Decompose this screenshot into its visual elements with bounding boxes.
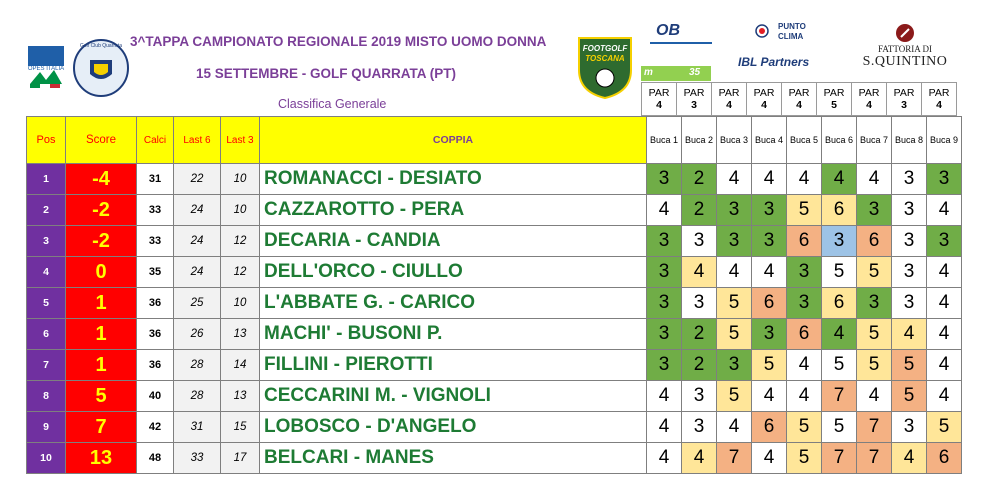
- coppia-cell: LOBOSCO - D'ANGELO: [260, 412, 647, 443]
- calci-cell: 31: [137, 164, 174, 195]
- last3-cell: 13: [221, 319, 260, 350]
- pos-cell: 4: [27, 257, 66, 288]
- last3-cell: 12: [221, 226, 260, 257]
- footgolf-line1: FOOTGOLF: [582, 44, 628, 53]
- calci-cell: 36: [137, 319, 174, 350]
- opes-text: OPES ITALIA: [27, 66, 65, 72]
- par-cell: [922, 83, 957, 116]
- hole-score-cell: 7: [857, 412, 892, 443]
- score-cell: 1: [66, 288, 137, 319]
- hole-score-cell: 4: [717, 257, 752, 288]
- hole-score-cell: 5: [892, 350, 927, 381]
- buca-header: Buca 1: [647, 117, 682, 164]
- score-cell: 1: [66, 350, 137, 381]
- hole-score-cell: 4: [892, 443, 927, 474]
- hole-score-cell: 5: [927, 412, 962, 443]
- table-row: [27, 412, 962, 443]
- table-row: [27, 257, 962, 288]
- hole-score-cell: 4: [647, 412, 682, 443]
- col-calci-header: Calci: [137, 117, 174, 164]
- score-cell: -4: [66, 164, 137, 195]
- fattoria-line2: S.QUINTINO: [862, 54, 948, 69]
- hole-score-cell: 7: [822, 443, 857, 474]
- hole-score-cell: 3: [822, 226, 857, 257]
- par-cell: [677, 83, 712, 116]
- hole-score-cell: 4: [647, 195, 682, 226]
- par-cell: [712, 83, 747, 116]
- coppia-cell: CECCARINI M. - VIGNOLI: [260, 381, 647, 412]
- coppia-cell: DECARIA - CANDIA: [260, 226, 647, 257]
- hole-score-cell: 4: [927, 288, 962, 319]
- title-line2: 15 SETTEMBRE - GOLF QUARRATA (PT): [196, 66, 456, 81]
- coppia-cell: MACHI' - BUSONI P.: [260, 319, 647, 350]
- hole-score-cell: 3: [717, 350, 752, 381]
- hole-score-cell: 3: [752, 319, 787, 350]
- par-value: 3: [901, 99, 907, 111]
- hole-score-cell: 6: [787, 319, 822, 350]
- calci-cell: 40: [137, 381, 174, 412]
- col-score-header: Score: [66, 117, 137, 164]
- par-cell: [887, 83, 922, 116]
- hole-score-cell: 2: [682, 164, 717, 195]
- hole-score-cell: 6: [752, 288, 787, 319]
- last6-cell: 24: [174, 195, 221, 226]
- pos-cell: 1: [27, 164, 66, 195]
- ibl-partners-logo: IBL Partners: [738, 55, 810, 69]
- hole-score-cell: 4: [927, 257, 962, 288]
- buca-header: Buca 8: [892, 117, 927, 164]
- fattoria-emblem-icon: [894, 22, 916, 44]
- score-cell: -2: [66, 226, 137, 257]
- hole-score-cell: 4: [857, 381, 892, 412]
- hole-score-cell: 4: [647, 381, 682, 412]
- par-label: PAR: [753, 87, 775, 99]
- hole-score-cell: 6: [857, 226, 892, 257]
- hole-score-cell: 4: [927, 350, 962, 381]
- hole-score-cell: 7: [857, 443, 892, 474]
- buca-header: Buca 2: [682, 117, 717, 164]
- hole-score-cell: 3: [892, 195, 927, 226]
- last3-cell: 14: [221, 350, 260, 381]
- hole-score-cell: 5: [717, 288, 752, 319]
- score-cell: 5: [66, 381, 137, 412]
- last6-cell: 26: [174, 319, 221, 350]
- fattoria-line1: FATTORIA DI: [878, 44, 932, 54]
- par-value: 5: [831, 99, 837, 111]
- hole-score-cell: 3: [717, 195, 752, 226]
- par-value: 4: [726, 99, 732, 111]
- table-row: [27, 195, 962, 226]
- par-label: PAR: [823, 87, 845, 99]
- hole-score-cell: 3: [682, 288, 717, 319]
- hole-score-cell: 4: [752, 381, 787, 412]
- last3-cell: 10: [221, 288, 260, 319]
- hole-score-cell: 2: [682, 350, 717, 381]
- distance-strip: [641, 66, 711, 81]
- hole-score-cell: 4: [787, 164, 822, 195]
- buca-header: Buca 3: [717, 117, 752, 164]
- punto-text: PUNTO: [778, 22, 806, 31]
- hole-score-cell: 3: [647, 226, 682, 257]
- hole-score-cell: 5: [857, 350, 892, 381]
- buca-header: Buca 4: [752, 117, 787, 164]
- calci-cell: 42: [137, 412, 174, 443]
- hole-score-cell: 3: [682, 226, 717, 257]
- hole-score-cell: 3: [857, 195, 892, 226]
- hole-score-cell: 5: [857, 257, 892, 288]
- table-row: [27, 350, 962, 381]
- par-header: [641, 82, 957, 116]
- pos-cell: 6: [27, 319, 66, 350]
- hole-score-cell: 4: [787, 381, 822, 412]
- hole-score-cell: 3: [857, 288, 892, 319]
- hole-score-cell: 3: [647, 164, 682, 195]
- buca-header: Buca 9: [927, 117, 962, 164]
- hole-score-cell: 4: [682, 443, 717, 474]
- buca-header: Buca 5: [787, 117, 822, 164]
- coppia-cell: BELCARI - MANES: [260, 443, 647, 474]
- table-row: [27, 164, 962, 195]
- hole-score-cell: 5: [857, 319, 892, 350]
- last3-cell: 10: [221, 164, 260, 195]
- hole-score-cell: 6: [752, 412, 787, 443]
- clima-text: CLIMA: [778, 32, 804, 41]
- score-cell: -2: [66, 195, 137, 226]
- par-value: 3: [691, 99, 697, 111]
- par-label: PAR: [718, 87, 740, 99]
- last3-cell: 12: [221, 257, 260, 288]
- golf-club-text: Golf Club Quarrata: [80, 43, 122, 49]
- pos-cell: 2: [27, 195, 66, 226]
- hole-score-cell: 3: [892, 257, 927, 288]
- par-cell: [782, 83, 817, 116]
- pos-cell: 10: [27, 443, 66, 474]
- par-value: 4: [796, 99, 802, 111]
- distance-value: 35: [689, 67, 701, 78]
- hole-score-cell: 3: [927, 226, 962, 257]
- last3-cell: 13: [221, 381, 260, 412]
- hole-score-cell: 3: [787, 288, 822, 319]
- par-label: PAR: [683, 87, 705, 99]
- hole-score-cell: 3: [892, 412, 927, 443]
- fattoria-logo: [850, 22, 960, 78]
- hole-score-cell: 3: [752, 195, 787, 226]
- last3-cell: 17: [221, 443, 260, 474]
- score-cell: 0: [66, 257, 137, 288]
- hole-score-cell: 6: [787, 226, 822, 257]
- hole-score-cell: 5: [717, 319, 752, 350]
- table-row: [27, 381, 962, 412]
- hole-score-cell: 4: [927, 381, 962, 412]
- hole-score-cell: 4: [682, 257, 717, 288]
- hole-score-cell: 3: [682, 381, 717, 412]
- hole-score-cell: 4: [787, 350, 822, 381]
- hole-score-cell: 4: [822, 164, 857, 195]
- par-cell: [817, 83, 852, 116]
- buca-header: Buca 7: [857, 117, 892, 164]
- last3-cell: 15: [221, 412, 260, 443]
- hole-score-cell: 5: [717, 381, 752, 412]
- hole-score-cell: 7: [717, 443, 752, 474]
- score-cell: 13: [66, 443, 137, 474]
- last6-cell: 28: [174, 350, 221, 381]
- last6-cell: 28: [174, 381, 221, 412]
- header-row: [27, 117, 962, 164]
- par-value: 4: [866, 99, 872, 111]
- par-value: 4: [656, 99, 662, 111]
- last6-cell: 31: [174, 412, 221, 443]
- hole-score-cell: 3: [752, 226, 787, 257]
- pos-cell: 8: [27, 381, 66, 412]
- hole-score-cell: 5: [892, 381, 927, 412]
- hole-score-cell: 5: [822, 350, 857, 381]
- hole-score-cell: 6: [822, 195, 857, 226]
- calci-cell: 36: [137, 350, 174, 381]
- hole-score-cell: 4: [822, 319, 857, 350]
- hole-score-cell: 2: [682, 195, 717, 226]
- footgolf-line2: TOSCANA: [585, 54, 625, 63]
- par-cell: [852, 83, 887, 116]
- coppia-cell: ROMANACCI - DESIATO: [260, 164, 647, 195]
- hole-score-cell: 5: [752, 350, 787, 381]
- coppia-cell: L'ABBATE G. - CARICO: [260, 288, 647, 319]
- leaderboard-table: [26, 116, 962, 474]
- hole-score-cell: 7: [822, 381, 857, 412]
- last3-cell: 10: [221, 195, 260, 226]
- hole-score-cell: 3: [892, 288, 927, 319]
- calci-cell: 33: [137, 226, 174, 257]
- last6-cell: 22: [174, 164, 221, 195]
- hole-score-cell: 4: [647, 443, 682, 474]
- table-row: [27, 226, 962, 257]
- hole-score-cell: 6: [822, 288, 857, 319]
- pos-cell: 3: [27, 226, 66, 257]
- par-label: PAR: [928, 87, 950, 99]
- par-label: PAR: [858, 87, 880, 99]
- par-value: 4: [761, 99, 767, 111]
- hole-score-cell: 5: [787, 412, 822, 443]
- hole-score-cell: 3: [647, 319, 682, 350]
- table-row: [27, 443, 962, 474]
- last6-cell: 33: [174, 443, 221, 474]
- hole-score-cell: 4: [717, 164, 752, 195]
- hole-score-cell: 3: [892, 226, 927, 257]
- par-cell: [642, 83, 677, 116]
- col-last6-header: Last 6: [174, 117, 221, 164]
- hole-score-cell: 4: [927, 195, 962, 226]
- calci-cell: 35: [137, 257, 174, 288]
- hole-score-cell: 5: [822, 412, 857, 443]
- calci-cell: 48: [137, 443, 174, 474]
- par-label: PAR: [648, 87, 670, 99]
- col-last3-header: Last 3: [221, 117, 260, 164]
- pos-cell: 9: [27, 412, 66, 443]
- hole-score-cell: 5: [787, 195, 822, 226]
- par-label: PAR: [893, 87, 915, 99]
- hole-score-cell: 3: [647, 350, 682, 381]
- par-cell: [747, 83, 782, 116]
- score-cell: 7: [66, 412, 137, 443]
- calci-cell: 36: [137, 288, 174, 319]
- hole-score-cell: 3: [682, 412, 717, 443]
- score-cell: 1: [66, 319, 137, 350]
- hole-score-cell: 6: [927, 443, 962, 474]
- footgolf-toscana-logo: [575, 34, 635, 100]
- opes-logo: [26, 44, 66, 92]
- hole-score-cell: 3: [647, 257, 682, 288]
- par-value: 4: [936, 99, 942, 111]
- buca-header: Buca 6: [822, 117, 857, 164]
- col-pos-header: Pos: [27, 117, 66, 164]
- hole-score-cell: 4: [857, 164, 892, 195]
- hole-score-cell: 4: [752, 257, 787, 288]
- hole-score-cell: 4: [927, 319, 962, 350]
- last6-cell: 25: [174, 288, 221, 319]
- hole-score-cell: 5: [822, 257, 857, 288]
- last6-cell: 24: [174, 257, 221, 288]
- hole-score-cell: 4: [752, 164, 787, 195]
- subtitle: Classifica Generale: [278, 97, 387, 111]
- hole-score-cell: 4: [892, 319, 927, 350]
- pos-cell: 5: [27, 288, 66, 319]
- col-coppia-header: COPPIA: [260, 117, 647, 164]
- hole-score-cell: 3: [647, 288, 682, 319]
- hole-score-cell: 4: [717, 412, 752, 443]
- table-row: [27, 319, 962, 350]
- punto-clima-icon: [750, 24, 774, 38]
- distance-unit: m: [644, 67, 653, 78]
- calci-cell: 33: [137, 195, 174, 226]
- coppia-cell: FILLINI - PIEROTTI: [260, 350, 647, 381]
- pos-cell: 7: [27, 350, 66, 381]
- hole-score-cell: 3: [787, 257, 822, 288]
- table-row: [27, 288, 962, 319]
- hole-score-cell: 3: [927, 164, 962, 195]
- hole-score-cell: 5: [787, 443, 822, 474]
- golf-club-logo: [72, 38, 130, 98]
- hole-score-cell: 2: [682, 319, 717, 350]
- coppia-cell: CAZZAROTTO - PERA: [260, 195, 647, 226]
- hole-score-cell: 3: [717, 226, 752, 257]
- coppia-cell: DELL'ORCO - CIULLO: [260, 257, 647, 288]
- hole-score-cell: 4: [752, 443, 787, 474]
- ob-underline: [650, 42, 712, 44]
- par-label: PAR: [788, 87, 810, 99]
- ob-logo: OB: [656, 22, 680, 39]
- punto-clima-logo: [750, 22, 820, 52]
- hole-score-cell: 3: [892, 164, 927, 195]
- last6-cell: 24: [174, 226, 221, 257]
- title-line1: 3^TAPPA CAMPIONATO REGIONALE 2019 MISTO UOMO DONNA: [130, 34, 547, 49]
